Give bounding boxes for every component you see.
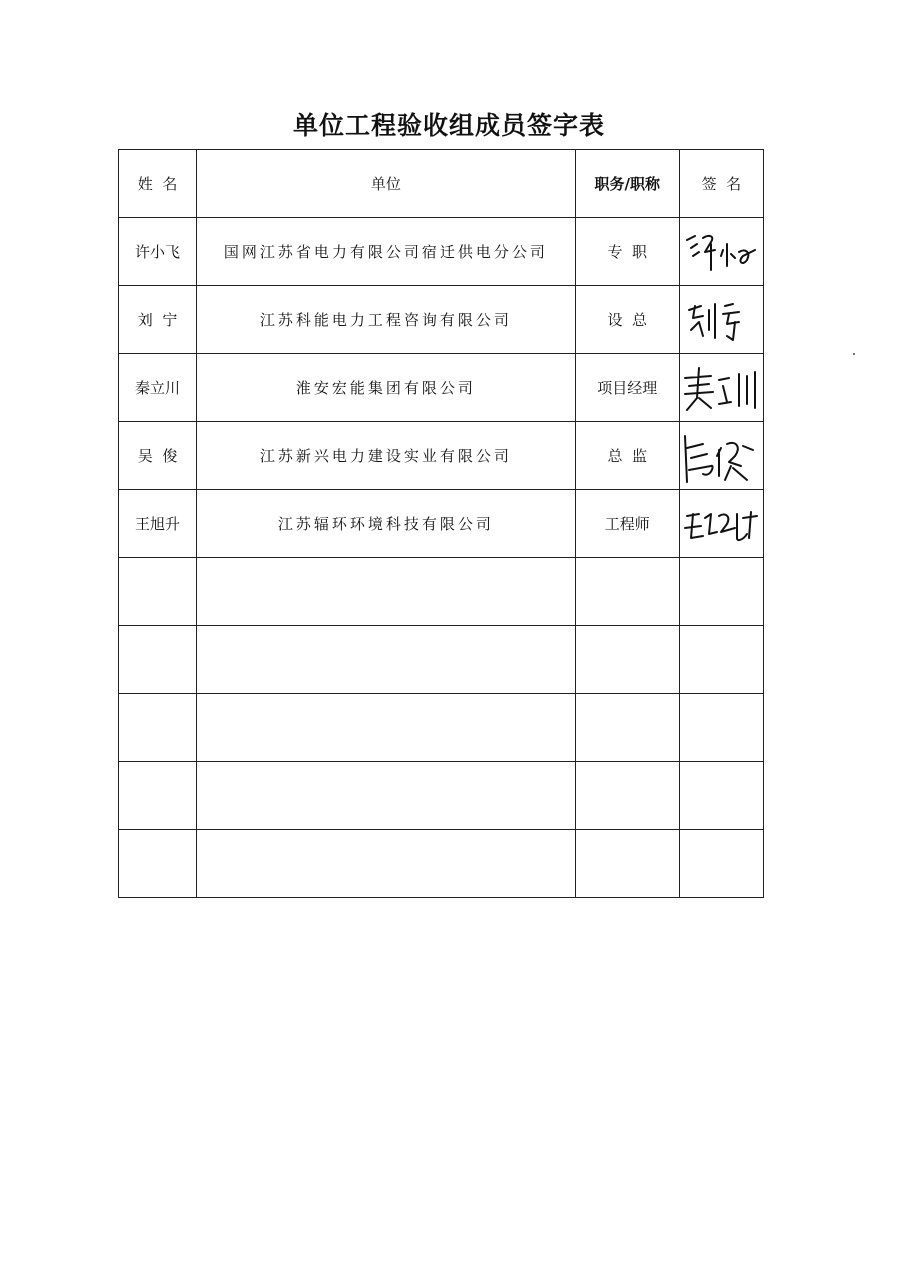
role-cell: 专 职 [575, 218, 679, 286]
table-row [119, 762, 764, 830]
role-cell [575, 762, 679, 830]
handwritten-signature-image [681, 290, 761, 350]
role-cell: 项目经理 [575, 354, 679, 422]
header-role: 职务/职称 [575, 150, 679, 218]
name-cell: 刘 宁 [119, 286, 197, 354]
table-row [119, 422, 764, 490]
scan-speck [853, 353, 855, 355]
signature-cell [679, 626, 763, 694]
unit-cell [197, 626, 576, 694]
header-unit: 单位 [197, 150, 576, 218]
unit-cell: 江苏科能电力工程咨询有限公司 [197, 286, 576, 354]
handwritten-signature-image [681, 494, 761, 554]
name-cell [119, 762, 197, 830]
unit-cell [197, 558, 576, 626]
unit-cell [197, 830, 576, 898]
table-row [119, 286, 764, 354]
name-cell: 王旭升 [119, 490, 197, 558]
role-cell: 工程师 [575, 490, 679, 558]
header-sign: 签 名 [679, 150, 763, 218]
name-cell: 秦立川 [119, 354, 197, 422]
table-row [119, 830, 764, 898]
table-row [119, 694, 764, 762]
signature-cell [679, 354, 763, 422]
unit-cell: 国网江苏省电力有限公司宿迁供电分公司 [197, 218, 576, 286]
signature-cell [679, 694, 763, 762]
name-cell: 许小飞 [119, 218, 197, 286]
unit-cell [197, 694, 576, 762]
role-cell: 总 监 [575, 422, 679, 490]
unit-cell: 江苏新兴电力建设实业有限公司 [197, 422, 576, 490]
name-cell [119, 626, 197, 694]
table-header-row [119, 150, 764, 218]
table-row [119, 490, 764, 558]
page-title: 单位工程验收组成员签字表 [292, 111, 605, 140]
signature-table [118, 149, 764, 898]
unit-cell: 淮安宏能集团有限公司 [197, 354, 576, 422]
signature-cell [679, 558, 763, 626]
signature-cell [679, 286, 763, 354]
name-cell [119, 694, 197, 762]
handwritten-signature-image [681, 358, 761, 418]
signature-cell [679, 762, 763, 830]
name-cell [119, 830, 197, 898]
table-row [119, 558, 764, 626]
role-cell [575, 830, 679, 898]
signature-cell [679, 490, 763, 558]
role-cell [575, 626, 679, 694]
unit-cell: 江苏辐环环境科技有限公司 [197, 490, 576, 558]
name-cell: 吴 俊 [119, 422, 197, 490]
signature-cell [679, 422, 763, 490]
name-cell [119, 558, 197, 626]
table-row [119, 354, 764, 422]
role-cell [575, 694, 679, 762]
signature-cell [679, 218, 763, 286]
unit-cell [197, 762, 576, 830]
table-row [119, 626, 764, 694]
handwritten-signature-image [681, 426, 761, 486]
role-cell [575, 558, 679, 626]
table-row [119, 218, 764, 286]
signature-cell [679, 830, 763, 898]
handwritten-signature-image [681, 222, 761, 282]
role-cell: 设 总 [575, 286, 679, 354]
header-name: 姓 名 [119, 150, 197, 218]
